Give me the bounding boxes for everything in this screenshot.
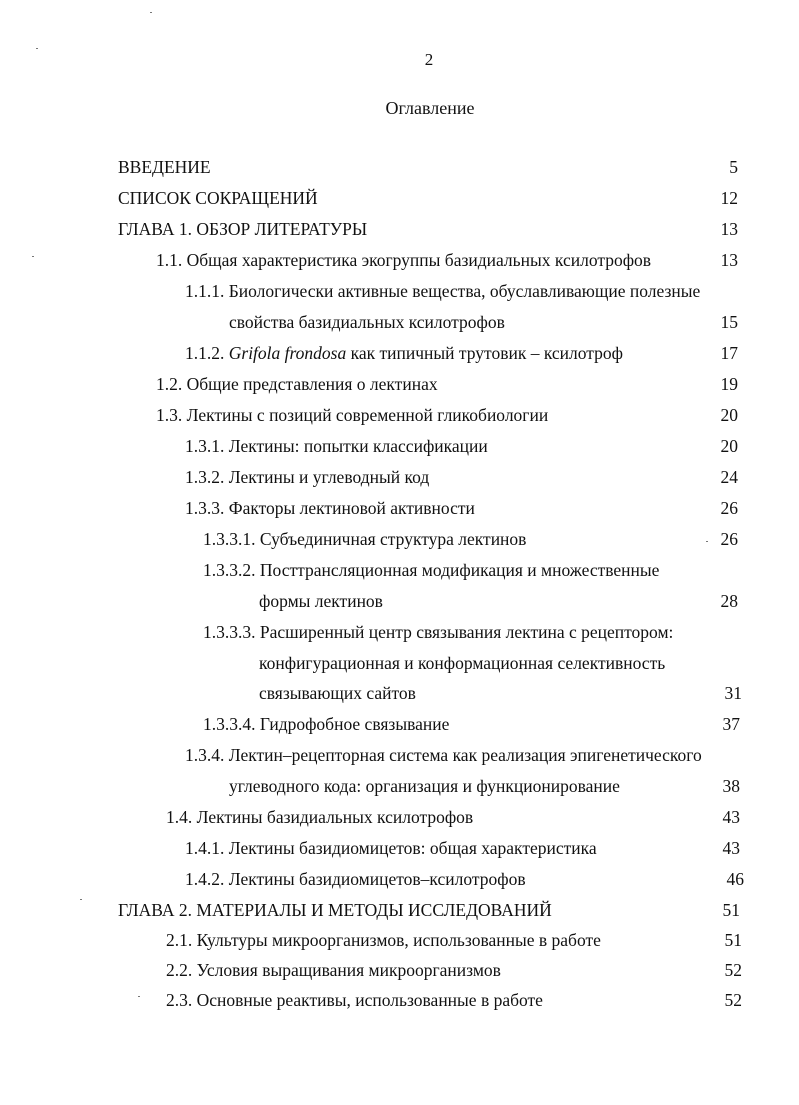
toc-page-1-1-2: 17 [720,343,738,363]
toc-title: Оглавление [385,98,475,118]
scan-speck [150,12,152,13]
toc-page-1-2: 19 [720,374,738,394]
toc-entry-chapter-2: ГЛАВА 2. МАТЕРИАЛЫ И МЕТОДЫ ИССЛЕДОВАНИЙ [118,900,552,920]
toc-entry-1-2: 1.2. Общие представления о лектинах [156,374,438,394]
toc-entry-chapter-1: ГЛАВА 1. ОБЗОР ЛИТЕРАТУРЫ [118,219,368,239]
toc-entry-1-3-3-2-cont: формы лектинов [259,591,383,611]
toc-page-1-4-2: 46 [726,869,744,889]
toc-entry-1-1-1-cont: свойства базидиальных ксилотрофов [229,312,505,332]
scan-speck [36,48,38,49]
toc-entry-introduction: ВВЕДЕНИЕ [118,157,211,177]
toc-page-2-1: 51 [724,930,742,950]
toc-entry-2-1: 2.1. Культуры микроорганизмов, использованные в работе [166,930,601,950]
toc-page-1-4-1: 43 [722,838,740,858]
toc-entry-1-3: 1.3. Лектины с позиций современной гликобиологии [156,405,549,425]
toc-entry-1-1-2-prefix: 1.1.2. [185,343,229,363]
toc-page-1-3-2: 24 [720,467,738,487]
toc-page-1-3-3-4: 37 [722,714,740,734]
toc-entry-1-3-3-3-cont2: связывающих сайтов [259,683,416,703]
toc-page-1-3-3-2: 28 [720,591,738,611]
toc-entry-1-4-2: 1.4.2. Лектины базидиомицетов–ксилотрофов [185,869,526,889]
toc-entry-1-3-3-3: 1.3.3.3. Расширенный центр связывания лектина с рецептором: [203,622,674,642]
scan-speck [32,256,34,257]
toc-entry-1-1-2-suffix: как типичный трутовик – ксилотроф [346,343,623,363]
toc-page-chapter-1: 13 [720,219,738,239]
toc-page-1-3-3-3: 31 [724,683,742,703]
toc-page-1-3-3: 26 [720,498,738,518]
toc-entry-1-3-4-cont: углеводного кода: организация и функционирование [229,776,620,796]
toc-entry-1-4-1: 1.4.1. Лектины базидиомицетов: общая характеристика [185,838,597,858]
toc-entry-2-3: 2.3. Основные реактивы, использованные в работе [166,990,543,1010]
toc-page-abbreviations: 12 [720,188,738,208]
toc-entry-1-3-4: 1.3.4. Лектин–рецепторная система как реализация эпигенетического [185,745,702,765]
toc-page-chapter-2: 51 [722,900,740,920]
toc-page-1-1-1: 15 [720,312,738,332]
toc-page-1-4: 43 [722,807,740,827]
toc-entry-1-3-2: 1.3.2. Лектины и углеводный код [185,467,430,487]
toc-page-1-3-1: 20 [720,436,738,456]
scan-speck [706,541,708,542]
toc-entry-1-1: 1.1. Общая характеристика экогруппы базидиальных ксилотрофов [156,250,652,270]
toc-entry-1-3-3-4: 1.3.3.4. Гидрофобное связывание [203,714,450,734]
toc-page-1-3-4: 38 [722,776,740,796]
scan-speck [138,996,140,997]
toc-page-introduction: 5 [729,157,738,177]
toc-entry-1-1-2-species: Grifola frondosa [228,343,347,363]
toc-entry-abbreviations: СПИСОК СОКРАЩЕНИЙ [118,188,318,208]
toc-entry-2-2: 2.2. Условия выращивания микроорганизмов [166,960,501,980]
toc-entry-1-3-3-3-cont: конфигурационная и конформационная селективность [259,653,666,673]
page-number: 2 [424,50,434,69]
toc-entry-1-1-2 [185,342,623,364]
toc-page-1-1: 13 [720,250,738,270]
toc-entry-1-1-1: 1.1.1. Биологически активные вещества, обуславливающие полезные [185,281,701,301]
toc-entry-1-3-3: 1.3.3. Факторы лектиновой активности [185,498,475,518]
toc-page-1-3: 20 [720,405,738,425]
toc-entry-1-3-3-1: 1.3.3.1. Субъединичная структура лектинов [203,529,527,549]
toc-page-1-3-3-1: 26 [720,529,738,549]
scan-speck [80,899,82,900]
toc-entry-1-3-3-2: 1.3.3.2. Посттрансляционная модификация и множественные [203,560,660,580]
toc-entry-1-4: 1.4. Лектины базидиальных ксилотрофов [166,807,474,827]
toc-page-2-2: 52 [724,960,742,980]
toc-entry-1-3-1: 1.3.1. Лектины: попытки классификации [185,436,488,456]
toc-page-2-3: 52 [724,990,742,1010]
